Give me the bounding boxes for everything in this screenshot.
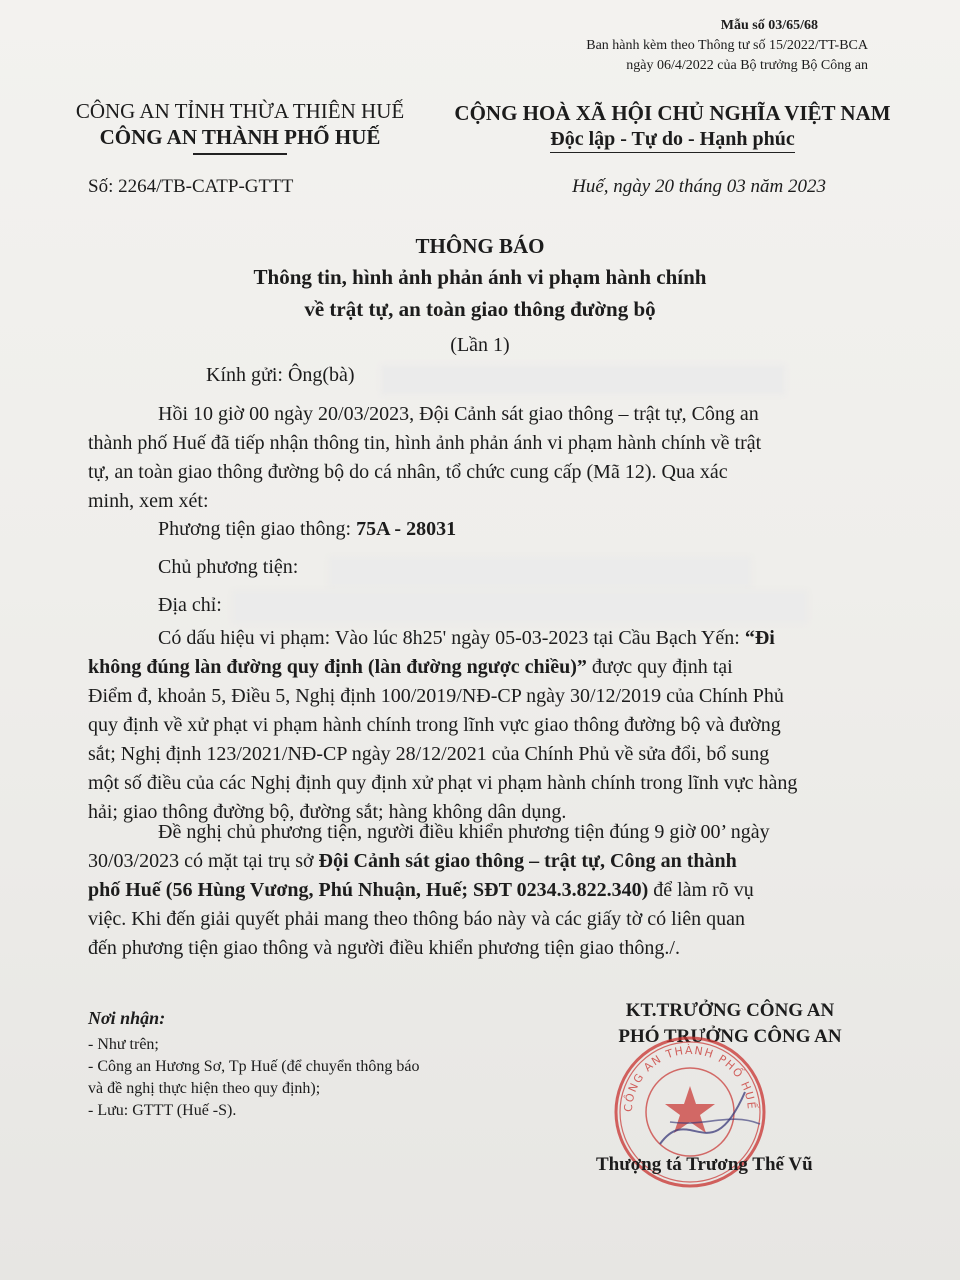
text-line: Điểm đ, khoản 5, Điều 5, Nghị định 100/2019/NĐ-CP ngày 30/12/2019 của Chính Phủ: [88, 685, 784, 707]
text-line: [88, 876, 888, 905]
vehicle-field: [158, 518, 456, 541]
issuing-agency: [40, 98, 440, 155]
intro-paragraph: [88, 400, 888, 516]
nation-name: CỘNG HOÀ XÃ HỘI CHỦ NGHĨA VIỆT NAM: [454, 101, 891, 125]
national-heading: [440, 100, 905, 153]
agency-name: CÔNG AN THÀNH PHỐ HUẾ: [99, 125, 381, 149]
redacted-owner-name: [332, 560, 748, 584]
recipient-item: - Lưu: GTTT (Huế -S).: [88, 1102, 237, 1119]
text-line: Hồi 10 giờ 00 ngày 20/03/2023, Đội Cảnh sát giao thông – trật tự, Công an: [158, 403, 759, 425]
notice-count: (Lần 1): [450, 334, 510, 356]
text-line: thành phố Huế đã tiếp nhận thông tin, hình ảnh phản ánh vi phạm hành chính về trật: [88, 432, 762, 454]
agency-underline: [193, 153, 287, 155]
owner-label: Chủ phương tiện:: [158, 556, 299, 578]
text-line: hải; giao thông đường bộ, đường sắt; hàng không dân dụng.: [88, 801, 567, 823]
document-number: Số: 2264/TB-CATP-GTTT: [88, 176, 294, 197]
recipient-item: - Như trên;: [88, 1036, 159, 1053]
text-line: [88, 847, 888, 876]
text-line: [88, 653, 888, 682]
text-span: để làm rõ vụ: [653, 879, 754, 901]
stamp-text: CÔNG AN THÀNH PHỐ HUẾ: [621, 1043, 759, 1113]
text-span-bold: không đúng làn đường quy định (làn đường ngược chiều)”: [88, 656, 587, 678]
recipient-item: - Công an Hương Sơ, Tp Huế (để chuyển thông báo: [88, 1058, 420, 1075]
redacted-address: [236, 594, 804, 620]
text-line: sắt; Nghị định 123/2021/NĐ-CP ngày 28/12/2021 của Chính Phủ về sửa đổi, bổ sung: [88, 743, 770, 765]
document-subtitle: Thông tin, hình ảnh phản ánh vi phạm hành chính: [253, 265, 707, 289]
signature-subrole: PHÓ TRƯỞNG CÔNG AN: [618, 1026, 842, 1047]
text-line: việc. Khi đến giải quyết phải mang theo thông báo này và các giấy tờ có liên quan: [88, 908, 746, 930]
text-line: [88, 624, 888, 653]
text-span-bold: Đội Cảnh sát giao thông – trật tự, Công an thành: [318, 850, 737, 872]
recipients-list: [88, 1034, 419, 1122]
document-title: THÔNG BÁO: [415, 234, 545, 258]
agency-parent: CÔNG AN TỈNH THỪA THIÊN HUẾ: [75, 99, 405, 123]
signer-name: Thượng tá Trương Thế Vũ: [596, 1154, 813, 1175]
redacted-recipient-name: [384, 368, 782, 392]
recipient-item: và đề nghị thực hiện theo quy định);: [88, 1080, 321, 1097]
signature-role: KT.TRƯỞNG CÔNG AN: [625, 1000, 835, 1021]
text-line: quy định về xử phạt vi phạm hành chính trong lĩnh vực giao thông đường bộ và đường: [88, 714, 781, 736]
form-reference-line: Ban hành kèm theo Thông tư số 15/2022/TT-BCA: [586, 38, 868, 53]
address-label: Địa chỉ:: [158, 594, 222, 616]
salutation: Kính gửi: Ông(bà): [206, 364, 355, 386]
vehicle-plate: 75A - 28031: [356, 518, 457, 540]
request-paragraph: [88, 818, 888, 963]
text-line: Đề nghị chủ phương tiện, người điều khiển phương tiện đúng 9 giờ 00’ ngày: [158, 821, 770, 843]
text-span: 30/03/2023 có mặt tại trụ sở: [88, 850, 314, 872]
national-motto: Độc lập - Tự do - Hạnh phúc: [550, 126, 794, 153]
place-date: Huế, ngày 20 tháng 03 năm 2023: [572, 176, 826, 197]
form-number: Mẫu số 03/65/68: [720, 18, 818, 33]
text-span: được quy định tại: [591, 656, 733, 678]
text-span: Có dấu hiệu vi phạm: Vào lúc 8h25' ngày 05-03-2023 tại Cầu Bạch Yến:: [158, 627, 740, 649]
document-subtitle: về trật tự, an toàn giao thông đường bộ: [304, 297, 656, 321]
owner-field: [158, 556, 298, 579]
recipients-title: Nơi nhận:: [88, 1008, 166, 1028]
text-span-bold: “Đi: [744, 627, 775, 649]
text-line: đến phương tiện giao thông và người điều khiển phương tiện giao thông./.: [88, 937, 680, 959]
text-line: một số điều của các Nghị định quy định xử phạt vi phạm hành chính trong lĩnh vực hàng: [88, 772, 798, 794]
form-reference-line: ngày 06/4/2022 của Bộ trưởng Bộ Công an: [626, 58, 868, 73]
form-reference: [508, 36, 868, 76]
vehicle-label: Phương tiện giao thông:: [158, 518, 352, 540]
text-line: tự, an toàn giao thông đường bộ do cá nhân, tổ chức cung cấp (Mã 12). Qua xác: [88, 461, 728, 483]
text-span-bold: phố Huế (56 Hùng Vương, Phú Nhuận, Huế; SĐT 0234.3.822.340): [88, 879, 649, 901]
violation-paragraph: [88, 624, 888, 827]
text-line: minh, xem xét:: [88, 490, 209, 512]
address-field: [158, 594, 222, 617]
